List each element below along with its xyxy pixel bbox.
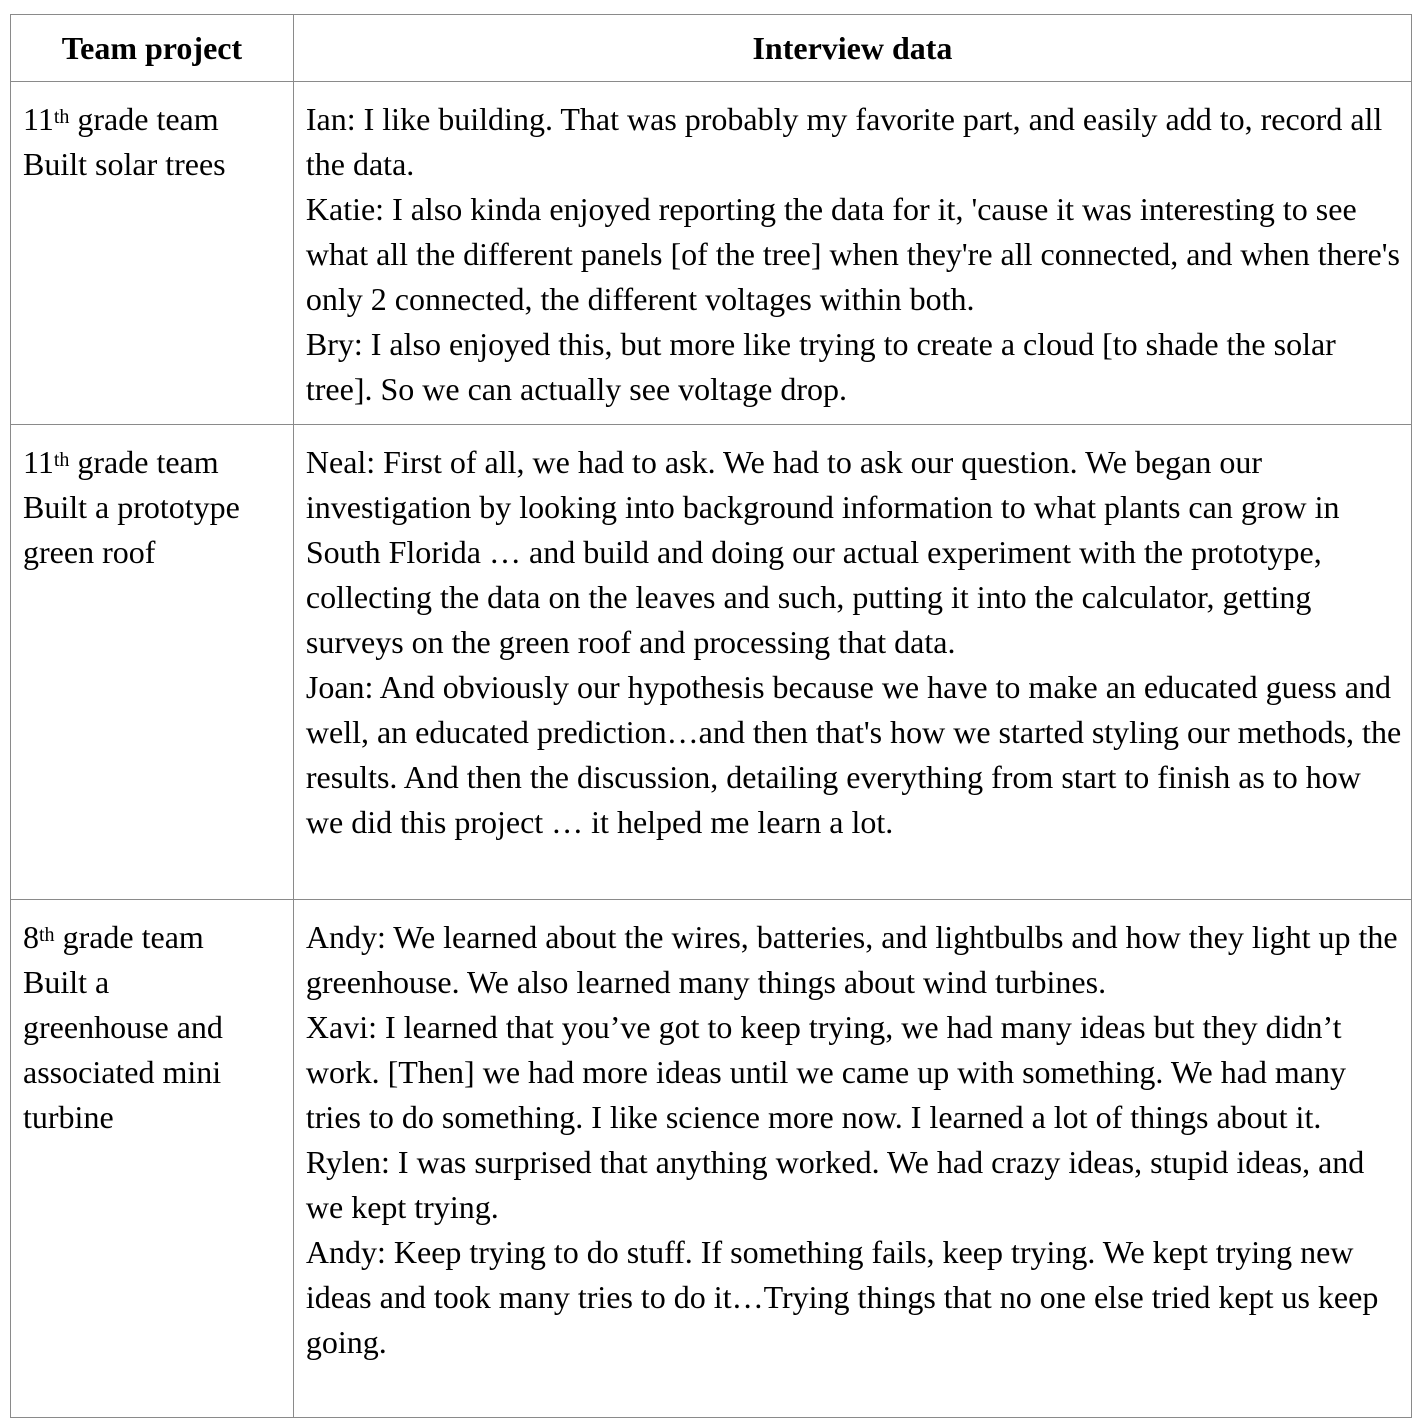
quote: Andy: Keep trying to do stuff. If something fails, keep trying. We kept trying new ideas and took many tries to do it…Trying things that no one else tried kept us keep going. bbox=[305, 1234, 1379, 1360]
project-description: turbine bbox=[23, 1099, 114, 1135]
project-description: associated mini bbox=[23, 1054, 222, 1090]
quote: Neal: First of all, we had to ask. We had to ask our question. We began our investigation by looking into background information to what plants can grow in South Florida … and build and doing our actual experiment with the prototype, collecting the data on the leaves and such, putting it into the calculator, getting surveys on the green roof and processing that data. bbox=[305, 444, 1340, 660]
project-description: green roof bbox=[23, 534, 156, 570]
project-description: Built a bbox=[23, 964, 110, 1000]
team-project-cell bbox=[11, 425, 294, 900]
team-project-cell bbox=[11, 82, 294, 425]
project-description: Built a prototype bbox=[23, 489, 240, 525]
project-description: greenhouse and bbox=[23, 1009, 223, 1045]
quote: Bry: I also enjoyed this, but more like trying to create a cloud [to shade the solar tree]. So we can actually see voltage drop. bbox=[305, 326, 1336, 407]
table-row bbox=[11, 900, 1412, 1418]
header-team-project: Team project bbox=[11, 15, 294, 82]
interview-data-cell bbox=[293, 900, 1411, 1418]
interview-data-cell bbox=[293, 82, 1411, 425]
project-description: Built solar trees bbox=[23, 146, 226, 182]
grade-label: 8th grade team bbox=[23, 919, 204, 955]
quote: Xavi: I learned that you’ve got to keep trying, we had many ideas but they didn’t work. [Then] we had more ideas until we came up with something. We had many tries to do something. I like science more now. I learned a lot of things about it. bbox=[305, 1009, 1346, 1135]
quote: Katie: I also kinda enjoyed reporting the data for it, 'cause it was interesting to see what all the different panels [of the tree] when they're all connected, and when there's only 2 connected, the different voltages within both. bbox=[305, 191, 1400, 317]
team-project-cell bbox=[11, 900, 294, 1418]
grade-label: 11th grade team bbox=[23, 101, 219, 137]
quote: Ian: I like building. That was probably my favorite part, and easily add to, record all the data. bbox=[305, 101, 1383, 182]
interview-table bbox=[10, 14, 1412, 1418]
table-row bbox=[11, 425, 1412, 900]
quote: Andy: We learned about the wires, batteries, and lightbulbs and how they light up the greenhouse. We also learned many things about wind turbines. bbox=[305, 919, 1398, 1000]
header-interview-data: Interview data bbox=[293, 15, 1411, 82]
header-row bbox=[11, 15, 1412, 82]
quote: Joan: And obviously our hypothesis because we have to make an educated guess and well, an educated prediction…and then that's how we started styling our methods, the results. And then the discussion, detailing everything from start to finish as to how we did this project … it helped me learn a lot. bbox=[305, 669, 1402, 840]
table-row bbox=[11, 82, 1412, 425]
quote: Rylen: I was surprised that anything worked. We had crazy ideas, stupid ideas, and we kept trying. bbox=[305, 1144, 1365, 1225]
interview-data-cell bbox=[293, 425, 1411, 900]
grade-label: 11th grade team bbox=[23, 444, 219, 480]
